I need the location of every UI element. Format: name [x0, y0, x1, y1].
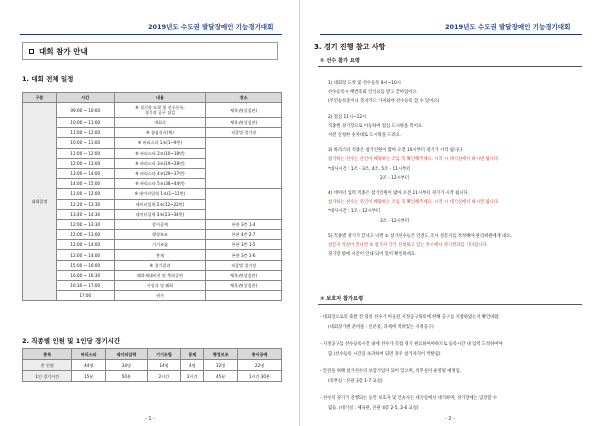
page-header: 2019년도 수도권 발달장애인 기능경기대회 — [148, 23, 274, 31]
schedule-content: 행정보조 — [114, 230, 206, 240]
section-title: 대회 참가 안내 — [39, 46, 88, 56]
staff-cell: 15분 — [72, 371, 106, 382]
guide-line: 참가하는 선수는 본인이 해당하는 조를 꼭 확인해주세요. 시작 시 대기실에서 하시면 됩니다. — [328, 157, 500, 163]
guide-line: 5) 직종별 경기가 끝나고 나면 ① 참가선수들은 안전도 조사 설문지를 작성해야 관리위원에게 내요. — [328, 233, 512, 239]
schedule-place: 체육관(상설관) — [206, 118, 282, 128]
guide-line: - 선수의 경기가 진행되는 동안 보호자 및 인솔자는 대기실에서 대기하며, 경기장에는 입장할 수 — [320, 396, 498, 401]
schedule-time: 11:00 ~ 12:00 — [56, 128, 114, 138]
schedule-place: 본관 3층 1-6 — [206, 250, 282, 260]
staff-cell: 1시간 30분 — [237, 371, 281, 382]
schedule-row — [23, 219, 282, 229]
staff-col-header: 행정보조 — [204, 349, 238, 360]
schedule-time: 12:00 ~ 13:00 — [56, 158, 114, 168]
schedule-row — [23, 240, 282, 250]
schedule-content: ※ 바리스타 2조(10~18번) — [114, 148, 206, 158]
staff-cell: 22명 — [237, 360, 281, 371]
schedule-time: 13:00 ~ 14:00 — [56, 168, 114, 178]
schedule-time: 10:00 ~ 11:00 — [56, 138, 114, 148]
guide-line: - 대회장으로의 출발 전 형의 선수가 아동된 지정공구목록에 한해 공구를 지참하였는지 확인바람. — [320, 315, 500, 320]
schedule-place: 본관 3층 1-4 — [206, 219, 282, 229]
schedule-time: 17:00 — [56, 291, 114, 301]
square-bullet-icon — [29, 49, 34, 54]
guide-line: 2조 - 12시부터 — [380, 175, 410, 181]
staff-cell: 총 인원 — [23, 360, 72, 371]
schedule-time: 14:00 ~ 15:00 — [56, 179, 114, 189]
schedule-row — [23, 230, 282, 240]
athlete-guide-subtitle: ① 선수 참가 요령 — [320, 58, 360, 64]
guide-line: *대사시간 : 1조 - 12시부터 — [328, 209, 381, 215]
schedule-time: 11:00 ~ 12:00 — [56, 148, 114, 158]
schedule-row — [23, 103, 282, 118]
page-number: - 1 - — [145, 416, 155, 422]
staff-cell: 1인 경기시간 — [23, 371, 72, 382]
guide-line: 참가하는 선수는 본인이 해당하는 조를 꼭 확인해주세요. 시작 시 대기실에서 하시면 됩니다. — [328, 200, 500, 206]
schedule-group-label: 대회일정 — [23, 103, 57, 301]
schedule-time: 16:30 ~ 17:00 — [56, 281, 114, 291]
guide-line: *대사시간 : 1조 - 3조, 4조, 5조 - 11시부터 — [328, 166, 411, 172]
schedule-col-header: 장소 — [206, 93, 282, 103]
guide-line: 없음. (대기실 : 체육관, 본관 4층 2-5, 2-6 교실) — [328, 405, 419, 411]
schedule-time: 12:20 ~ 13:30 — [56, 199, 114, 209]
schedule-content: 종이공예 — [114, 219, 206, 229]
schedule-place: 체육관(상설관) — [206, 281, 282, 291]
schedule-col-header: 시간 — [56, 93, 114, 103]
guide-line: 2) 점심 11시~12시 — [328, 114, 367, 120]
schedule-row — [23, 138, 282, 148]
page-number: - 2 - — [445, 416, 455, 422]
staff-cell: 50분 — [106, 371, 148, 382]
schedule-time: 12:00 ~ 14:00 — [56, 250, 114, 260]
schedule-content: ※ 바리스타 4조(29~37번) — [114, 168, 206, 178]
subtitle-rule — [318, 66, 582, 67]
schedule-content: ※ 데이터입력 1조(1~11번) — [114, 189, 206, 199]
schedule-content: ※ 경기결과 — [114, 260, 206, 270]
staff-row — [23, 360, 282, 371]
schedule-time: 16:00 ~ 16:30 — [56, 270, 114, 280]
schedule-content: 기기조립 — [114, 240, 206, 250]
staff-cell: 34명 — [106, 360, 148, 371]
staff-cell: 2시간 — [147, 371, 181, 382]
guide-line: 선수등록시 배번호와 인식표를 받고 끝아입어요. — [328, 90, 418, 96]
staff-col-header: 봉제 — [181, 349, 204, 360]
schedule-time: 15:00 ~ 16:00 — [56, 260, 114, 270]
staff-cell: 14명 — [147, 360, 181, 371]
schedule-time: 10:00 ~ 11:00 — [56, 118, 114, 128]
schedule-content: 데이터입력 3조(23~34번) — [114, 209, 206, 219]
header-rule — [20, 34, 282, 35]
schedule-table — [22, 92, 282, 301]
schedule-row — [23, 189, 282, 199]
schedule-time: 13:40 ~ 14:30 — [56, 209, 114, 219]
section-title-box — [22, 42, 278, 60]
schedule-content: 데이터입력 2조(12~22번) — [114, 199, 206, 209]
schedule-place: 체육관(상설관) — [206, 103, 282, 118]
schedule-content: 개회식 — [114, 118, 206, 128]
schedule-content: ※ 점심식사(체) — [114, 128, 206, 138]
staff-table — [22, 348, 282, 382]
schedule-content: 귀가 — [114, 291, 206, 301]
guide-line: (대회장가별 준비물 : 신분증, 과제에 적혀있는 지정공구) — [328, 324, 434, 330]
guide-title: 3. 경기 진행 참고 사항 — [314, 43, 386, 51]
staff-cell: 32명 — [204, 360, 238, 371]
header-rule — [320, 34, 582, 35]
guide-line: 사전 신청한 숫자대로 도시락을 드려요. — [328, 133, 402, 138]
schedule-content: ※ 바리스타 3조(19~28번) — [114, 158, 206, 168]
schedule-place — [206, 189, 282, 220]
schedule-content: ※ 경기장 도착 및 선수등록, 경기장 공구 점검 — [114, 103, 206, 118]
schedule-row — [23, 128, 282, 138]
staff-cell: 44명 — [72, 360, 106, 371]
guide-line: - 안전을 위해 참가선수의 보험가입이 되어 있으며, 의무실이 운영될 예정임. — [320, 369, 462, 374]
schedule-col-header: 구분 — [23, 93, 57, 103]
staff-col-header: 바리스타 — [72, 349, 106, 360]
staff-heading: 2. 직종별 인원 및 1인당 경기시간 — [22, 337, 121, 345]
guide-line: 4) 데이터 입력 직종은 참가인원이 많아 오전 11시부터 경기가 시작 됩니다. — [328, 191, 470, 196]
staff-row — [23, 371, 282, 382]
schedule-place: 직종별 경기장 — [206, 128, 282, 138]
schedule-place: 체육관(상설관) — [206, 270, 282, 280]
page-right — [300, 0, 600, 426]
schedule-content: ※ 바리스타 5조(38~44번) — [114, 179, 206, 189]
staff-col-header: 데이터입력 — [106, 349, 148, 360]
schedule-row — [23, 291, 282, 301]
guide-line: 함.(선수등록 시간을 초과하여 되면 경우 참가자격이 박탈됨) — [328, 351, 441, 357]
schedule-row — [23, 260, 282, 270]
schedule-place: 직종별 경기장 — [206, 260, 282, 270]
staff-cell: 45분 — [204, 371, 238, 382]
schedule-time: 09:00 ~ 10:00 — [56, 103, 114, 118]
guide-line: 직종별 경기장으로 이동하여 점심 도시락을 먹어요. — [328, 123, 424, 129]
schedule-header-row — [23, 93, 282, 103]
schedule-place — [206, 138, 282, 189]
schedule-row — [23, 250, 282, 260]
schedule-time: 12:00 ~ 13:30 — [56, 219, 114, 229]
schedule-col-header: 내용 — [114, 93, 206, 103]
schedule-place: 본관 4층 2-7 — [206, 230, 282, 240]
schedule-heading: 1. 대회 전체 일정 — [22, 75, 74, 83]
schedule-time: 12:00 ~ 14:00 — [56, 240, 114, 250]
schedule-content: 봉제 — [114, 250, 206, 260]
schedule-place: 본관 3층 1-5 — [206, 240, 282, 250]
guide-line: 3) 바리스타 직종은 참가인원이 많아 오전 10시부터 경기가 시작 됩니다. — [328, 148, 464, 154]
guide-line: 1) 대회장 도착 및 선수등록 9시~10시 — [328, 81, 401, 86]
schedule-place — [206, 291, 282, 301]
staff-cell: 2시간 — [181, 371, 204, 382]
subtitle-rule — [318, 304, 582, 305]
staff-col-header: 기기조립 — [147, 349, 181, 360]
schedule-row — [23, 281, 282, 291]
guide-line: 경기장 밖에 시간이 안내 되어 있어 확인하세요. — [328, 252, 417, 258]
schedule-content: 폐과제대비선 및 축하공연 — [114, 270, 206, 280]
schedule-row — [23, 118, 282, 128]
guide-line: (의무실 : 본관 3층 1-7 교실) — [328, 378, 383, 384]
guardian-guide-subtitle: ② 보호자 참가요령 — [320, 296, 364, 302]
guide-line: (주민등록증이나 복지카드 가져와야 선수등록 할 수 있어요) — [328, 99, 440, 105]
staff-col-header: 종목 — [23, 349, 72, 360]
staff-cell: 4명 — [181, 360, 204, 371]
schedule-time: 12:00 ~ 13:00 — [56, 230, 114, 240]
schedule-row — [23, 270, 282, 280]
schedule-content: 시상식 및 폐회 — [114, 281, 206, 291]
schedule-time: 11:00 ~ 12:00 — [56, 189, 114, 199]
page-header: 2019년도 수도권 발달장애인 기능경기대회 — [445, 23, 571, 31]
guide-line: - 지정공구를 선수등록시간 내에 선수가 직접 경기 편료하여야하므로 등록시간 내 입력 도착하여야 — [320, 342, 503, 347]
schedule-content: ※ 바리스타 1조(1~9번) — [114, 138, 206, 148]
guide-line: 3조 - 12시부터 — [380, 218, 410, 224]
guide-line: 설문지 작성이 끝나면 ② 참가자 각각 신청하고 있는 부스에서 경기결과를 기다립니다. — [328, 243, 489, 248]
staff-header-row — [23, 349, 282, 360]
staff-col-header: 종이공예 — [237, 349, 281, 360]
